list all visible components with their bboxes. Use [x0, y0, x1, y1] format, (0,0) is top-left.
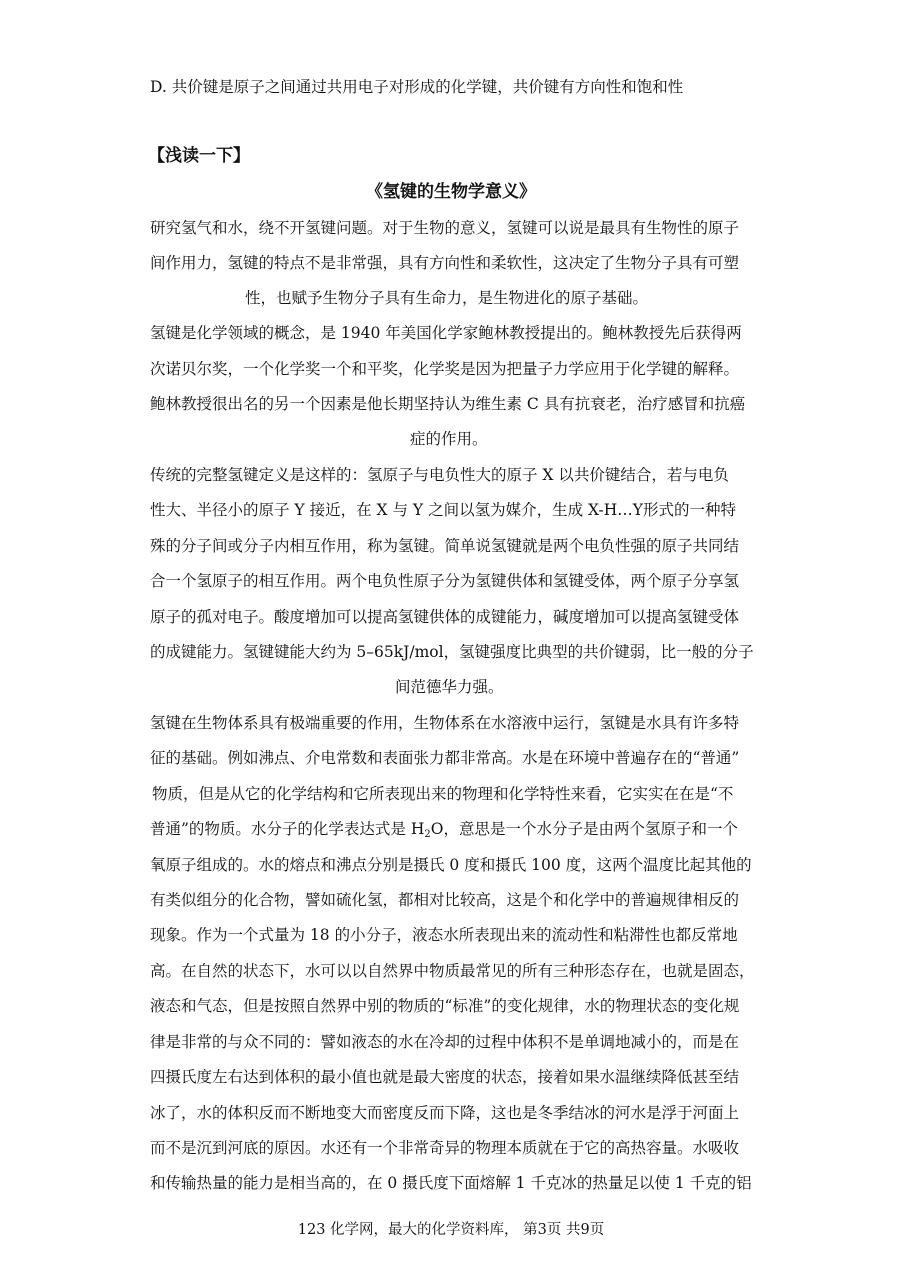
p4-line: 而不是沉到河底的原因。水还有一个非常奇异的物理本质就在于它的高热容量。水吸收 [150, 1139, 740, 1157]
p4-line: 和传输热量的能力是相当高的，在 0 摄氏度下面熔解 1 千克冰的热量足以使 1 千克的铝 [150, 1174, 752, 1192]
p2-line: 氢键是化学领域的概念，是 1940 年美国化学家鲍林教授提出的。鲍林教授先后获得两 [150, 324, 742, 342]
p3-line: 殊的分子间或分子内相互作用，称为氢键。简单说氢键就是两个电负性强的原子共同结 [150, 537, 740, 555]
page-footer: 123 化学网，最大的化学资料库， 第3页 共9页 [297, 1222, 605, 1238]
p2-line: 次诺贝尔奖，一个化学奖一个和平奖，化学奖是因为把量子力学应用于化学键的解释。 [150, 360, 740, 378]
p4-line: 氧原子组成的。水的熔点和沸点分别是摄氏 0 度和摄氏 100 度，这两个温度比起其他的 [150, 856, 752, 874]
p4-line: 氢键在生物体系具有极端重要的作用，生物体系在水溶液中运行，氢键是水具有许多特 [150, 714, 740, 732]
p4-line: 物质，但是从它的化学结构和它所表现出来的物理和化学特性来看，它实实在在是“不 [152, 785, 734, 803]
p4-line-text: 普通”的物质。水分子的化学表达式是 H [150, 820, 425, 838]
p4-line: 液态和气态，但是按照自然界中别的物质的“标准”的变化规律，水的物理状态的变化规 [150, 997, 740, 1015]
p4-line: 有类似组分的化合物，譬如硫化氢，都相对比较高，这是个和化学中的普遍规律相反的 [150, 891, 740, 909]
article-title: 《氢键的生物学意义》 [366, 182, 536, 202]
p4-line: 征的基础。例如沸点、介电常数和表面张力都非常高。水是在环境中普遍存在的“普通” [150, 749, 740, 767]
p3-line: 传统的完整氢键定义是这样的：氢原子与电负性大的原子 X 以共价键结合，若与电负 [150, 466, 729, 484]
p3-line: 的成键能力。氢键键能大约为 5–65kJ/mol，氢键强度比典型的共价键弱，比一般的分子 [150, 643, 754, 661]
p3-line: 原子的孤对电子。酸度增加可以提高氢键供体的成键能力，碱度增加可以提高氢键受体 [150, 608, 740, 626]
p4-line: 高。在自然的状态下，水可以以自然界中物质最常见的所有三种形态存在，也就是固态， [150, 962, 755, 980]
p4-line: 现象。作为一个式量为 18 的小分子，液态水所表现出来的流动性和粘滞性也都反常地 [150, 926, 738, 944]
water-subscript: 2 [424, 829, 431, 840]
p1-line: 研究氢气和水，绕不开氢键问题。对于生物的意义，氢键可以说是最具有生物性的原子 [150, 219, 740, 237]
section-label: 【浅读一下】 [148, 146, 250, 166]
p4-line: 四摄氏度左右达到体积的最小值也就是最大密度的状态，接着如果水温继续降低甚至结 [150, 1068, 740, 1086]
p3-line: 合一个氢原子的相互作用。两个电负性原子分为氢键供体和氢键受体，两个原子分享氢 [150, 572, 740, 590]
p1-line: 间作用力，氢键的特点不是非常强，具有方向性和柔软性，这决定了生物分子具有可塑 [150, 254, 740, 272]
p2-line: 鲍林教授很出名的另一个因素是他长期坚持认为维生素 C 具有抗衰老，治疗感冒和抗癌 [150, 395, 746, 413]
p4-line: 律是非常的与众不同的：譬如液态的水在冷却的过程中体积不是单调地减小的，而是在 [150, 1033, 740, 1051]
p4-line-text: O，意思是一个水分子是由两个氢原子和一个 [430, 820, 738, 838]
p4-line [150, 819, 738, 839]
p4-line: 冰了，水的体积反而不断地变大而密度反而下降，这也是冬季结冰的河水是浮于河面上 [150, 1104, 740, 1122]
p1-line: 性，也赋予生物分子具有生命力，是生物进化的原子基础。 [245, 289, 649, 307]
p2-line: 症的作用。 [410, 430, 488, 448]
option-d: D. 共价键是原子之间通过共用电子对形成的化学键，共价键有方向性和饱和性 [150, 78, 684, 96]
p3-line: 性大、半径小的原子 Y 接近，在 X 与 Y 之间以氢为媒介，生成 X-H…Y形式的一种特 [150, 501, 736, 519]
p3-line: 间范德华力强。 [395, 678, 504, 696]
